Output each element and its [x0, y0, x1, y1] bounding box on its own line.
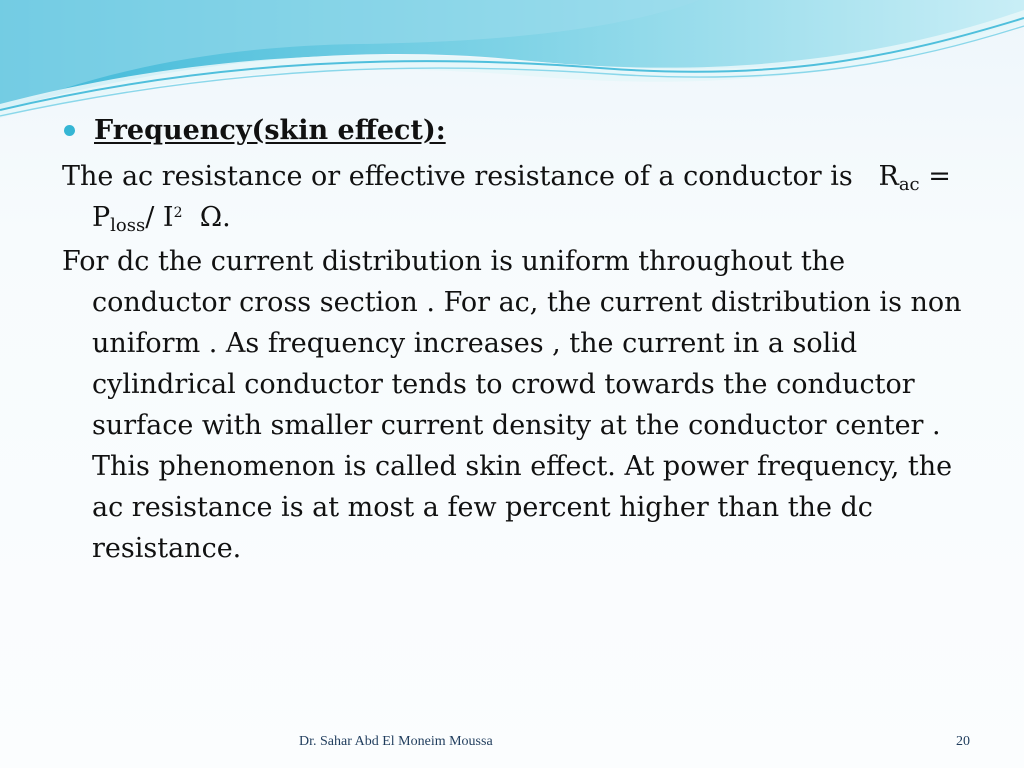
r-symbol: R: [878, 161, 899, 192]
footer-author: Dr. Sahar Abd El Moneim Moussa: [299, 734, 493, 749]
r-subscript: ac: [898, 174, 920, 195]
i-superscript: 2: [173, 205, 183, 221]
equals-p: = P: [92, 161, 951, 233]
footer-page-number: 20: [956, 734, 970, 749]
para1-text: The ac resistance or effective resistance of a conductor is: [62, 161, 853, 192]
p-subscript: loss: [110, 215, 146, 236]
omega-symbol: Ω.: [199, 202, 231, 233]
paragraph-skin-effect: For dc the current distribution is uniform throughout the conductor cross section . For ac, the current distribution is non uniform . As frequency increases , the current in a solid cylindrical conductor tends to crowd towards the conductor surface with smaller current density at the conductor center . This phenomenon is called skin effect. At power frequency, the ac resistance is at most a few percent higher than the dc resistance.: [62, 246, 962, 564]
bullet-heading-line: [62, 108, 962, 152]
bullet-dot-icon: [64, 125, 75, 136]
slide-heading: Frequency(skin effect):: [94, 114, 446, 146]
paragraph-ac-resistance: [62, 156, 982, 238]
slide-content: [62, 108, 962, 569]
slash-i: / I: [145, 202, 174, 233]
